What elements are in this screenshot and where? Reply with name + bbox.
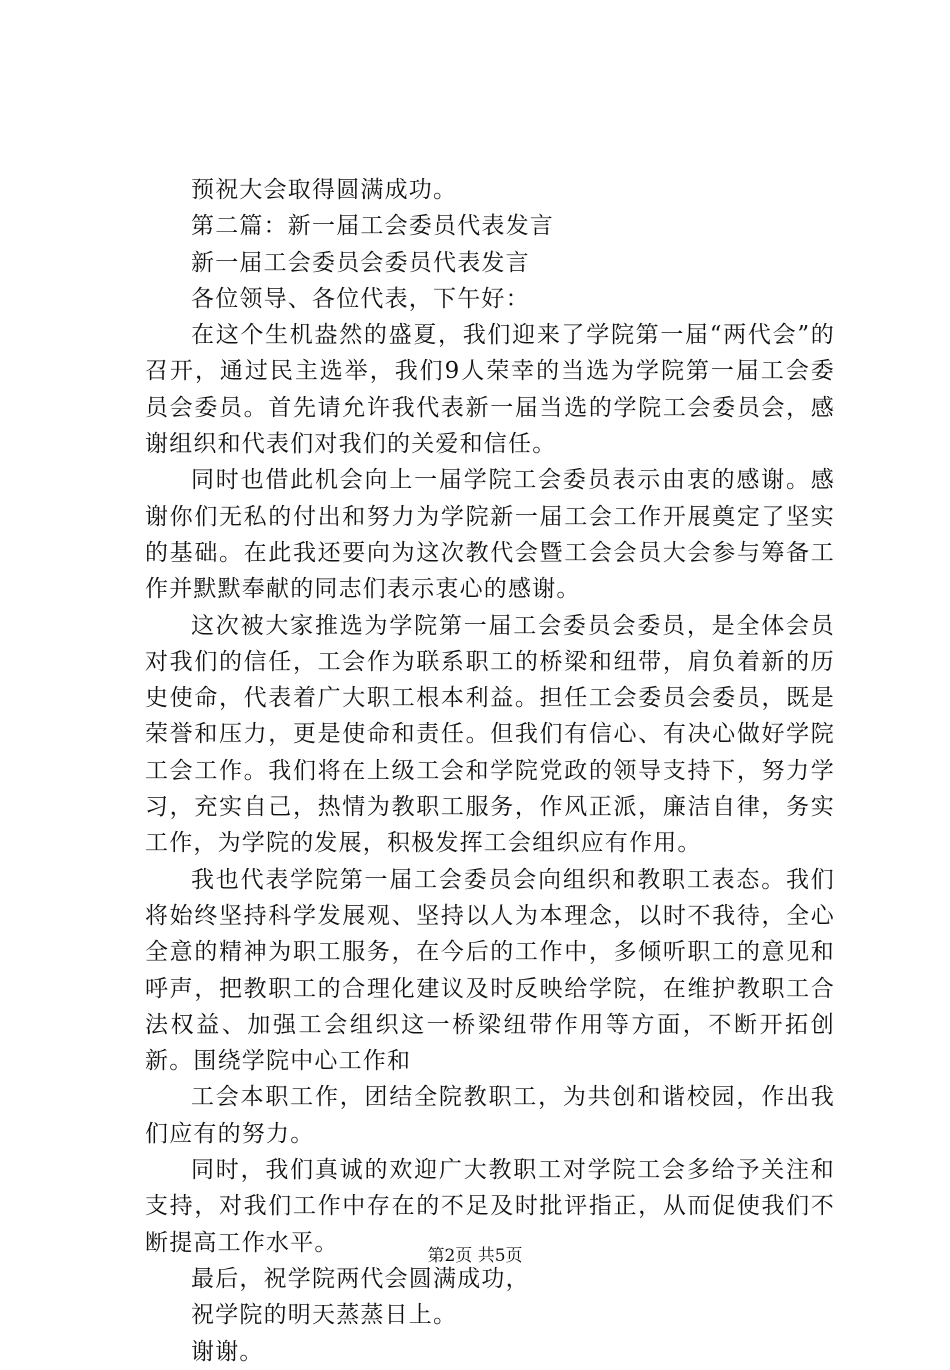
section-heading: 第二篇：新一届工会委员代表发言	[191, 213, 554, 240]
page-number-footer: 第2页 共5页	[427, 1246, 523, 1266]
salutation: 各位领导、各位代表，下午好：	[191, 285, 530, 312]
paragraph-welcome-feedback: 同时，我们真诚的欢迎广大教职工对学院工会多给予关注和支持，对我们工作中存在的不足及时批评指正，从而促使我们不断提高工作水平。	[145, 1157, 835, 1256]
paragraph-pledge-continued: 工会本职工作，团结全院教职工，为共创和谐校园，作出我们应有的努力。	[145, 1084, 835, 1147]
paragraph-thanks: 同时也借此机会向上一届学院工会委员表示由衷的感谢。感谢你们无私的付出和努力为学院新一届工会工作开展奠定了坚实的基础。在此我还要向为这次教代会暨工会会员大会参与筹备工作并默默奉献的同志们表示衷心的感谢。	[145, 467, 835, 603]
document-body	[145, 172, 835, 1370]
paragraph-opening: 在这个生机盎然的盛夏，我们迎来了学院第一届“两代会”的召开，通过民主选举，我们9人荣幸的当选为学院第一届工会委员会委员。首先请允许我代表新一届当选的学院工会委员会，感谢组织和代表们对我们的关爱和信任。	[145, 322, 835, 458]
paragraph-closing-wish: 预祝大会取得圆满成功。	[191, 177, 458, 203]
closing-line-2: 祝学院的明天蒸蒸日上。	[191, 1302, 458, 1329]
closing-line-1: 最后，祝学院两代会圆满成功，	[191, 1265, 530, 1292]
closing-thanks: 谢谢。	[191, 1338, 264, 1365]
speech-title: 新一届工会委员会委员代表发言	[191, 249, 530, 276]
paragraph-commitment: 这次被大家推选为学院第一届工会委员会委员，是全体会员对我们的信任，工会作为联系职工的桥梁和纽带，肩负着新的历史使命，代表着广大职工根本利益。担任工会委员会委员，既是荣誉和压力，更是使命和责任。但我们有信心、有决心做好学院工会工作。我们将在上级工会和学院党政的领导支持下，努力学习，充实自己，热情为教职工服务，作风正派，廉洁自律，务实工作，为学院的发展，积极发挥工会组织应有作用。	[145, 612, 835, 857]
paragraph-pledge: 我也代表学院第一届工会委员会向组织和教职工表态。我们将始终坚持科学发展观、坚持以人为本理念，以时不我待，全心全意的精神为职工服务，在今后的工作中，多倾听职工的意见和呼声，把教职工的合理化建议及时反映给学院，在维护教职工合法权益、加强工会组织这一桥梁纽带作用等方面，不断开拓创新。围绕学院中心工作和	[145, 866, 835, 1075]
